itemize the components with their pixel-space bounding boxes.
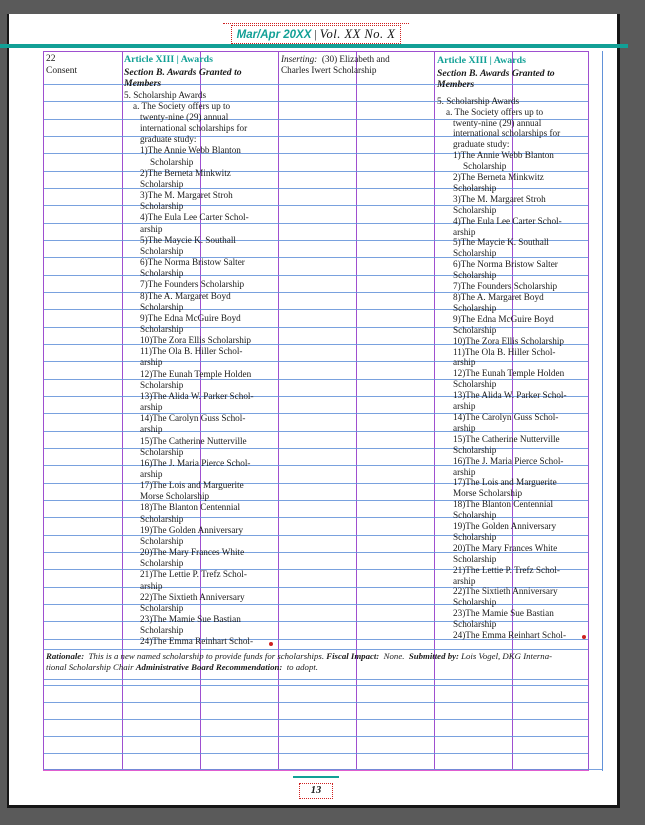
- scholarship-list-line: 18)The Blanton Centennial: [453, 499, 554, 510]
- scholarship-list-line: Scholarship: [140, 323, 184, 334]
- scholarship-list-line: arship: [453, 357, 476, 368]
- scholarship-list-line: arship: [453, 575, 476, 586]
- scholarship-list-line: Scholarship: [140, 558, 184, 569]
- scholarship-list-line: twenty-nine (29) annual: [140, 112, 229, 122]
- agenda-item-cell[interactable]: [46, 53, 118, 77]
- scholarship-list-line: 15)The Catherine Nutterville: [453, 433, 560, 444]
- document-page: [7, 14, 620, 808]
- scholarship-list-line: Scholarship: [453, 597, 497, 608]
- scholarship-list-line: 14)The Carolyn Guss Schol-: [140, 413, 246, 424]
- scholarship-list-line: Scholarship: [140, 268, 184, 279]
- scholarship-list-line: Scholarship: [140, 301, 184, 312]
- agenda-item-number: 22: [46, 54, 56, 64]
- scholarship-list-line: 5. Scholarship Awards: [437, 95, 520, 106]
- scholarship-list-line: 5. Scholarship Awards: [124, 89, 207, 100]
- change-line-1: [281, 54, 431, 65]
- scholarship-list-line: Scholarship: [453, 324, 497, 335]
- scholarship-list-line: 17)The Lois and Marguerite: [453, 477, 557, 488]
- scholarship-list-line: 20)The Mary Frances White: [453, 542, 558, 553]
- rationale-line: [46, 651, 587, 662]
- scholarship-list-line: Scholarship: [140, 201, 184, 212]
- scholarship-list-line: Scholarship: [140, 446, 184, 457]
- row-gridline: [44, 719, 588, 720]
- scholarship-list-line: 21)The Lettie P. Trefz Schol-: [453, 564, 560, 575]
- scholarship-list-line: Scholarship: [140, 535, 184, 546]
- rationale-text: None.: [379, 651, 409, 661]
- scholarship-list-line: 9)The Edna McGuire Boyd: [140, 312, 241, 323]
- rationale-row[interactable]: [46, 651, 587, 673]
- scholarship-list-line: Scholarship: [453, 379, 497, 390]
- scholarship-list-line: 12)The Eunah Temple Holden: [140, 368, 252, 379]
- scholarship-list-line: 12)The Eunah Temple Holden: [453, 368, 565, 379]
- scholarship-list-line: Scholarship: [453, 444, 497, 455]
- scholarship-list-line: 5)The Maycie K. Southall: [453, 237, 549, 248]
- row-gridline: [44, 649, 588, 650]
- scholarship-list-line: 14)The Carolyn Guss Schol-: [453, 411, 559, 422]
- scholarship-list-line: arship: [140, 424, 163, 435]
- scholarship-list-line: 8)The A. Margaret Boyd: [140, 290, 231, 301]
- rationale-text: tional Scholarship Chair: [46, 662, 136, 672]
- change-line-1-rest: (30) Elizabeth and: [317, 54, 390, 64]
- rationale-line: [46, 662, 587, 673]
- scholarship-list-line: 7)The Founders Scholarship: [140, 279, 245, 290]
- scholarship-list-line: arship: [140, 357, 163, 368]
- scholarship-list-line: 11)The Ola B. Hiller Schol-: [453, 346, 556, 357]
- scholarship-list-line: a. The Society offers up to: [133, 100, 231, 111]
- scholarship-list-line: 7)The Founders Scholarship: [453, 281, 558, 292]
- header-issue-text: Mar/Apr 20XX: [236, 29, 312, 41]
- page-number: 13: [299, 783, 334, 799]
- scholarship-list-line: Scholarship: [463, 161, 507, 172]
- scholarship-list-line: 20)The Mary Frances White: [140, 547, 245, 558]
- scholarship-list-line: 2)The Berneta Minkwitz: [453, 172, 544, 183]
- scholarship-list-line: Scholarship: [140, 602, 184, 613]
- scholarship-list-line: 9)The Edna McGuire Boyd: [453, 313, 554, 324]
- rationale-text: to adopt.: [282, 662, 318, 672]
- scholarship-list-line: 22)The Sixtieth Anniversary: [453, 586, 558, 597]
- scholarship-list-line: Scholarship: [453, 204, 497, 215]
- row-gridline: [44, 769, 603, 770]
- field-boundary-dotted-rule: [223, 23, 409, 24]
- change-action-label: Inserting:: [281, 54, 318, 64]
- scholarship-list-line: Scholarship: [453, 248, 497, 259]
- header-text-box: [231, 25, 402, 44]
- scholarship-list-line: 6)The Norma Bristow Salter: [453, 259, 558, 270]
- scholarship-list-line: 16)The J. Maria Pierce Schol-: [453, 455, 564, 466]
- rationale-text: Lois Vogel, DKG Interna-: [458, 651, 553, 661]
- scholarship-list-line: a. The Society offers up to: [446, 106, 544, 117]
- scholarship-list-line: 2)The Berneta Minkwitz: [140, 167, 231, 178]
- scholarship-list-line: 1)The Annie Webb Blanton: [140, 145, 241, 156]
- scholarship-list-line: Scholarship: [453, 619, 497, 630]
- scholarship-list-line: 24)The Emma Reinhart Schol-: [437, 630, 587, 641]
- scholarship-list-line: 16)The J. Maria Pierce Schol-: [140, 457, 251, 468]
- end-of-story-marker-icon: [269, 642, 273, 646]
- scholarship-list-line: 22)The Sixtieth Anniversary: [140, 591, 245, 602]
- scholarship-list-line: Morse Scholarship: [453, 488, 523, 499]
- scholarship-list-line: 13)The Alida W. Parker Schol-: [140, 390, 254, 401]
- scholarship-list-line: Scholarship: [140, 625, 184, 636]
- scholarship-list-line: graduate study:: [140, 134, 197, 145]
- header-divider: |: [311, 27, 320, 41]
- scholarship-list-line: Scholarship: [140, 513, 184, 524]
- row-gridline: [44, 702, 588, 703]
- section-subtitle-line: Members: [124, 78, 162, 90]
- article-section-title: Article XIII | Awards: [437, 55, 526, 66]
- article-section-title: Article XIII | Awards: [124, 54, 213, 65]
- scholarship-list-line: 6)The Norma Bristow Salter: [140, 257, 245, 268]
- scholarship-list-line: Morse Scholarship: [140, 491, 210, 502]
- section-subtitle-line: Members: [437, 79, 475, 91]
- scholarship-list-line: arship: [140, 402, 163, 413]
- rationale-label: Rationale:: [46, 651, 85, 661]
- scholarship-list-line: 18)The Blanton Centennial: [140, 502, 241, 513]
- scholarship-list-line: international scholarships for: [140, 123, 248, 134]
- scholarship-list-line: 4)The Eula Lee Carter Schol-: [140, 212, 249, 223]
- row-gridline: [44, 685, 588, 686]
- scholarship-list-line: 3)The M. Margaret Stroh: [140, 190, 233, 201]
- scholarship-list-line: arship: [453, 401, 476, 412]
- scholarship-list-line: Scholarship: [140, 178, 184, 189]
- proposed-change-column[interactable]: [281, 54, 431, 76]
- page-footer-field[interactable]: [43, 776, 589, 799]
- agenda-item-category: Consent: [46, 66, 78, 76]
- scholarship-list-line: arship: [140, 223, 163, 234]
- scholarship-list-line: 3)The M. Margaret Stroh: [453, 193, 546, 204]
- scholarship-list-line: Scholarship: [453, 510, 497, 521]
- scholarship-list-line: Scholarship: [140, 379, 184, 390]
- row-gridline: [44, 736, 588, 737]
- scholarship-list-line: Scholarship: [140, 245, 184, 256]
- text-frame-boundary: [602, 51, 603, 771]
- scholarship-list-line: arship: [140, 580, 163, 591]
- scholarship-list-line: arship: [140, 469, 163, 479]
- rationale-label: Administrative Board Recommendation:: [135, 662, 283, 672]
- current-wording-column[interactable]: [124, 54, 274, 648]
- scholarship-list-line: 10)The Zora Ellis Scholarship: [453, 335, 564, 346]
- row-gridline: [44, 753, 588, 754]
- scholarship-list-line: Scholarship: [453, 302, 497, 313]
- scholarship-list-line: 23)The Mamie Sue Bastian: [453, 608, 554, 619]
- page-header-field[interactable]: [43, 23, 589, 44]
- scholarship-list-line: arship: [453, 422, 476, 433]
- scholarship-list-line: 4)The Eula Lee Carter Schol-: [453, 215, 562, 226]
- scholarship-list-line: 11)The Ola B. Hiller Schol-: [140, 346, 243, 357]
- row-gridline: [44, 679, 588, 680]
- scholarship-list-line: Scholarship: [453, 531, 497, 542]
- scholarship-list-line: arship: [453, 226, 476, 237]
- change-line-2: Charles Iwert Scholarship: [281, 65, 377, 76]
- section-subtitle-line: Section B. Awards Granted to: [124, 66, 242, 78]
- rationale-text: This is a new named scholarship to provide funds for scholarships.: [84, 651, 327, 661]
- scholarship-list-line: Scholarship: [453, 182, 497, 193]
- scholarship-list-line: Scholarship: [453, 553, 497, 564]
- scholarship-list-line: 8)The A. Margaret Boyd: [453, 292, 544, 302]
- scholarship-list-line: 21)The Lettie P. Trefz Schol-: [140, 569, 247, 580]
- scholarship-list-line: Scholarship: [453, 270, 497, 281]
- rationale-label: Submitted by:: [408, 651, 459, 661]
- scholarship-list-line: 19)The Golden Anniversary: [140, 524, 244, 535]
- scholarship-list-line: twenty-nine (29) annual: [453, 117, 542, 128]
- scholarship-list-line: 17)The Lois and Marguerite: [140, 480, 244, 491]
- scholarship-list-line: 23)The Mamie Sue Bastian: [140, 614, 241, 625]
- scholarship-list-line: Scholarship: [150, 156, 194, 167]
- scholarship-list-line: 5)The Maycie K. Southall: [140, 234, 236, 245]
- scholarship-list-line: 24)The Emma Reinhart Schol-: [124, 636, 274, 647]
- scholarship-list-line: 15)The Catherine Nutterville: [140, 435, 247, 446]
- scholarship-list-line: 1)The Annie Webb Blanton: [453, 150, 554, 161]
- scholarship-list-line: 13)The Alida W. Parker Schol-: [453, 390, 567, 401]
- scholarship-list-line: international scholarships for: [453, 128, 561, 139]
- scholarship-list-line: graduate study:: [453, 139, 510, 150]
- scholarship-list-line: arship: [453, 466, 476, 477]
- section-subtitle-line: Section B. Awards Granted to: [437, 67, 555, 79]
- header-volume-text: Vol. XX No. X: [319, 27, 396, 41]
- amended-wording-column[interactable]: [437, 55, 587, 641]
- header-rule-bar: [0, 44, 628, 48]
- scholarship-list-line: 19)The Golden Anniversary: [453, 521, 557, 532]
- scholarship-list-line: 10)The Zora Ellis Scholarship: [140, 335, 251, 346]
- footer-rule-bar: [293, 776, 339, 778]
- rationale-label: Fiscal Impact:: [326, 651, 380, 661]
- end-of-story-marker-icon: [582, 635, 586, 639]
